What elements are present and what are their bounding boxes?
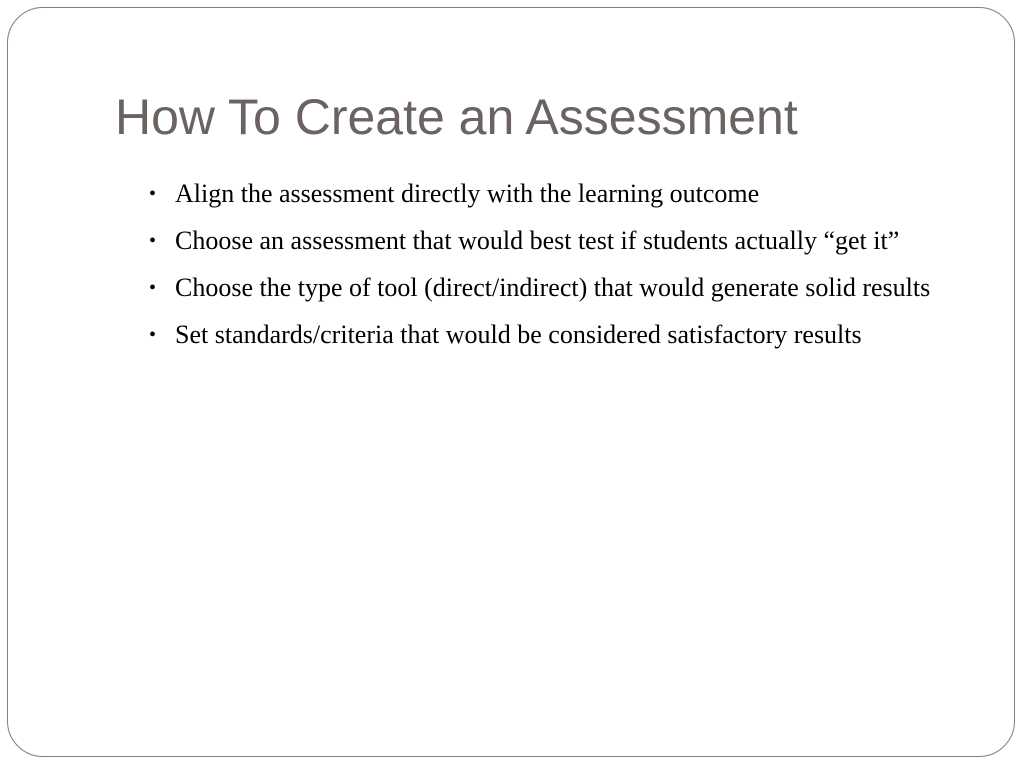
bullet-icon: • bbox=[149, 230, 157, 252]
bullet-item bbox=[146, 174, 946, 214]
slide bbox=[7, 7, 1015, 757]
bullet-text: Align the assessment directly with the learning outcome bbox=[175, 179, 760, 208]
bullet-list bbox=[146, 174, 946, 362]
bullet-item bbox=[146, 315, 946, 355]
bullet-item bbox=[146, 221, 946, 261]
bullet-text: Choose the type of tool (direct/indirect) that would generate solid results bbox=[175, 273, 931, 302]
bullet-text: Set standards/criteria that would be considered satisfactory results bbox=[175, 320, 862, 349]
bullet-item bbox=[146, 268, 946, 308]
bullet-icon: • bbox=[149, 277, 157, 299]
bullet-text: Choose an assessment that would best test if students actually “get it” bbox=[175, 226, 900, 255]
bullet-icon: • bbox=[149, 324, 157, 346]
slide-title: How To Create an Assessment bbox=[115, 89, 798, 145]
bullet-icon: • bbox=[149, 183, 157, 205]
